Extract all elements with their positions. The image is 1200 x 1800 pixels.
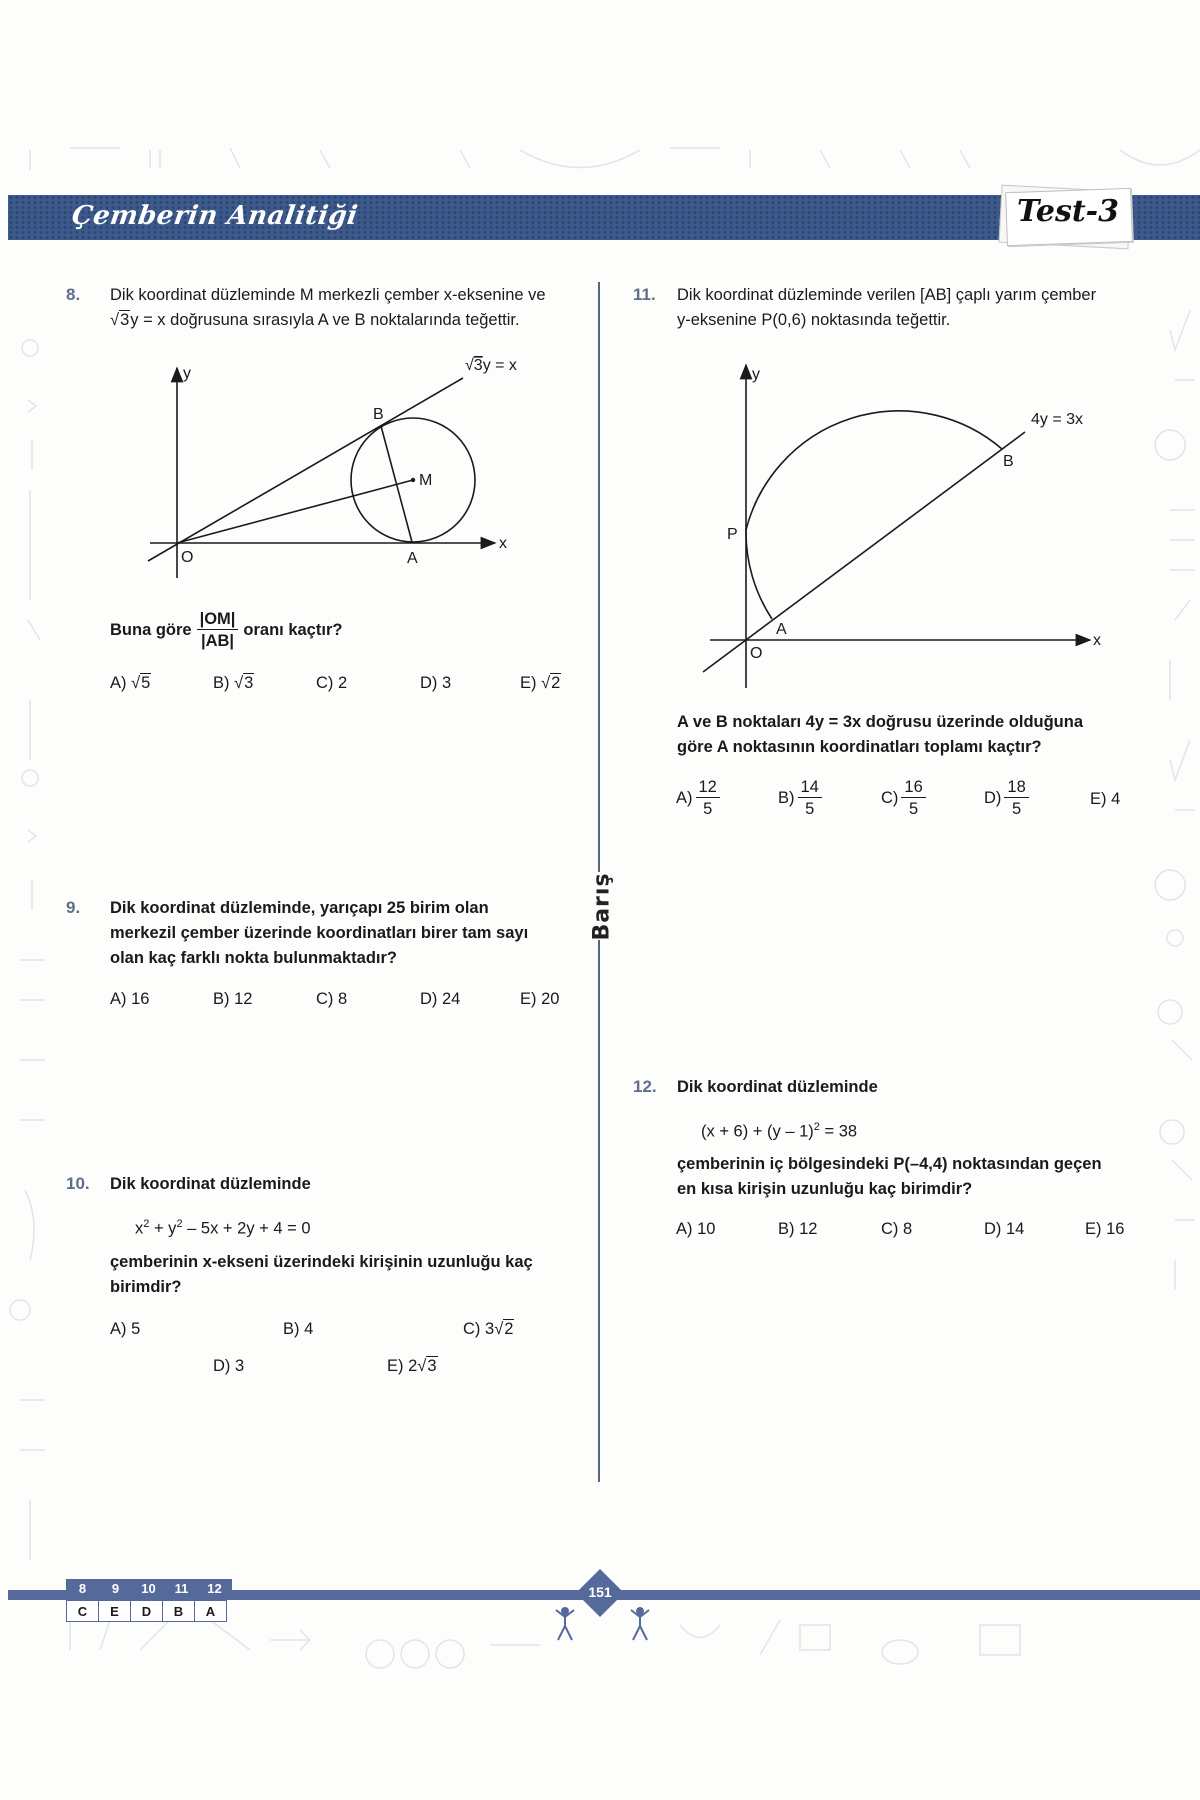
option-letter: E) bbox=[520, 674, 542, 692]
label-x: x bbox=[1093, 632, 1101, 649]
answer-key-cell: E bbox=[99, 1601, 131, 1622]
prompt-after: oranı kaçtır? bbox=[243, 621, 343, 639]
option-value: 2 bbox=[338, 674, 348, 692]
question-12-option-c[interactable] bbox=[881, 1220, 912, 1239]
question-10-text bbox=[110, 1250, 590, 1300]
option-value: 3 bbox=[235, 1357, 245, 1375]
column-divider-bottom bbox=[598, 940, 600, 1482]
option-coefficient: 2 bbox=[408, 1357, 418, 1375]
answer-key-number: 8 bbox=[78, 1581, 87, 1596]
eq-x-exp: 2 bbox=[143, 1218, 150, 1230]
eq-right: = 38 bbox=[819, 1122, 858, 1141]
question-8-option-a[interactable] bbox=[110, 674, 151, 693]
question-8-line-2-rest: y = x doğrusuna sırasıyla A ve B noktalarında teğettir. bbox=[130, 311, 520, 329]
prompt-before: Buna göre bbox=[110, 621, 192, 639]
answer-key-cell: C bbox=[67, 1601, 99, 1622]
question-10-option-a[interactable] bbox=[110, 1320, 140, 1339]
option-value: 16 bbox=[131, 990, 150, 1008]
sqrt-radicand: 2 bbox=[551, 674, 561, 692]
option-letter: E) bbox=[1085, 1220, 1107, 1238]
sqrt-radicand: 2 bbox=[504, 1320, 514, 1338]
question-10-option-c[interactable] bbox=[463, 1320, 514, 1339]
answer-key-number: 11 bbox=[174, 1581, 189, 1596]
option-value: 16 bbox=[1106, 1220, 1125, 1238]
question-9-option-b[interactable] bbox=[213, 990, 252, 1009]
option-letter: D) bbox=[984, 1220, 1006, 1238]
stick-figure-left-icon bbox=[553, 1606, 577, 1642]
option-value: 12 bbox=[799, 1220, 818, 1238]
sqrt-expression: √3 bbox=[234, 674, 254, 692]
option-letter: C) bbox=[881, 1220, 903, 1238]
option-value: 12 bbox=[234, 990, 253, 1008]
eq-rest: – 5x + 2y + 4 = 0 bbox=[182, 1219, 311, 1238]
option-letter: A) bbox=[110, 990, 132, 1008]
fraction-denominator: 5 bbox=[703, 800, 713, 818]
point-m-dot bbox=[411, 478, 415, 482]
question-12-option-b[interactable] bbox=[778, 1220, 817, 1239]
question-10-option-d[interactable] bbox=[213, 1357, 244, 1376]
sqrt-expression: √3 bbox=[417, 1357, 437, 1375]
question-12-number: 12. bbox=[633, 1077, 657, 1096]
question-9-text bbox=[110, 896, 590, 971]
question-8-line-1: Dik koordinat düzleminde M merkezli çember x-eksenine ve bbox=[110, 286, 546, 304]
label-a: A bbox=[407, 550, 418, 567]
label-m: M bbox=[419, 472, 433, 489]
question-8-option-e[interactable] bbox=[520, 674, 561, 693]
question-10-number: 10. bbox=[66, 1174, 90, 1193]
question-10-line-1: çemberinin x-ekseni üzerindeki kirişinin uzunluğu kaç bbox=[110, 1253, 533, 1271]
chapter-title: Çemberin Analitiği bbox=[69, 201, 360, 231]
question-11-number: 11. bbox=[633, 285, 656, 304]
label-b: B bbox=[373, 406, 384, 423]
doodle-top-strokes bbox=[30, 148, 1200, 170]
option-fraction bbox=[1004, 778, 1028, 819]
stick-figure-right-icon bbox=[628, 1606, 652, 1642]
question-12-option-d[interactable] bbox=[984, 1220, 1024, 1239]
line-label: √3y = x bbox=[465, 357, 517, 374]
question-12-text bbox=[677, 1152, 1157, 1202]
question-11-option-c[interactable] bbox=[881, 778, 926, 819]
question-10-equation bbox=[135, 1212, 311, 1242]
option-letter: E) bbox=[520, 990, 542, 1008]
answer-key-number: 9 bbox=[111, 1581, 120, 1596]
option-value: 10 bbox=[697, 1220, 716, 1238]
prompt-numerator: |OM| bbox=[197, 610, 239, 630]
question-12-option-e[interactable] bbox=[1085, 1220, 1124, 1239]
question-11-option-d[interactable] bbox=[984, 778, 1029, 819]
question-9-option-d[interactable] bbox=[420, 990, 460, 1009]
sqrt-radicand: 3 bbox=[427, 1357, 437, 1375]
eq-left: (x + 6) + (y – 1) bbox=[701, 1122, 814, 1141]
question-9-option-a[interactable] bbox=[110, 990, 149, 1009]
question-11-prompt bbox=[677, 710, 1157, 760]
label-p: P bbox=[727, 526, 738, 543]
fraction-numerator: 12 bbox=[696, 778, 720, 798]
fraction-denominator: 5 bbox=[909, 800, 919, 818]
question-11-option-e[interactable] bbox=[1090, 790, 1120, 809]
question-11-prompt-line-2: göre A noktasının koordinatları toplamı kaçtır? bbox=[677, 738, 1042, 756]
question-12-line-1: çemberinin iç bölgesindeki P(–4,4) noktasından geçen bbox=[677, 1155, 1102, 1173]
option-value: 24 bbox=[442, 990, 461, 1008]
label-o: O bbox=[181, 549, 194, 566]
label-a: A bbox=[776, 621, 787, 638]
option-fraction bbox=[798, 778, 822, 819]
question-10-line-2: birimdir? bbox=[110, 1278, 182, 1296]
doodle-bottom-strokes bbox=[70, 1615, 1020, 1668]
question-9-line-3: olan kaç farklı nokta bulunmaktadır? bbox=[110, 949, 397, 967]
option-letter: D) bbox=[984, 789, 1002, 807]
test-label: Test-3 bbox=[1016, 194, 1120, 229]
question-12-line-2: en kısa kirişin uzunluğu kaç birimdir? bbox=[677, 1180, 973, 1198]
answer-key-number: 10 bbox=[141, 1581, 156, 1596]
option-letter: C) bbox=[881, 789, 899, 807]
sqrt-expression: √2 bbox=[494, 1320, 514, 1338]
question-9-number: 9. bbox=[66, 898, 81, 917]
question-8-line-2: √3y = x doğrusuna sırasıyla A ve B noktalarında teğettir. bbox=[110, 311, 520, 329]
sqrt-radicand: 3 bbox=[120, 311, 130, 329]
eq-exp: 2 bbox=[813, 1121, 820, 1133]
doodle-right-strokes bbox=[1155, 310, 1195, 1290]
answer-key-cell: A bbox=[195, 1601, 227, 1622]
answer-key-cell: B bbox=[163, 1601, 195, 1622]
line-label-rest: y = x bbox=[482, 357, 517, 374]
question-11-figure bbox=[700, 355, 1110, 695]
option-value: 5 bbox=[131, 1320, 141, 1338]
label-y: y bbox=[183, 365, 191, 382]
question-11-option-b[interactable] bbox=[778, 778, 822, 819]
option-letter: C) bbox=[316, 674, 338, 692]
option-letter: D) bbox=[420, 674, 442, 692]
line-4y-3x bbox=[703, 432, 1025, 672]
segment-om bbox=[177, 480, 413, 543]
tangent-line bbox=[148, 378, 463, 561]
question-9-option-c[interactable] bbox=[316, 990, 347, 1009]
sqrt-expression: √5 bbox=[131, 674, 151, 692]
option-value: 4 bbox=[304, 1320, 314, 1338]
question-9-option-e[interactable] bbox=[520, 990, 559, 1009]
fraction-numerator: 18 bbox=[1004, 778, 1028, 798]
fraction-denominator: 5 bbox=[805, 800, 815, 818]
option-value: 8 bbox=[903, 1220, 913, 1238]
option-fraction bbox=[901, 778, 925, 819]
option-letter: B) bbox=[283, 1320, 305, 1338]
question-12-equation bbox=[701, 1115, 857, 1145]
question-12-intro: Dik koordinat düzleminde bbox=[677, 1078, 878, 1096]
prompt-denominator: |AB| bbox=[200, 632, 235, 650]
fraction-denominator: 5 bbox=[1012, 800, 1022, 818]
label-b: B bbox=[1003, 453, 1014, 470]
option-letter: E) bbox=[1090, 790, 1112, 808]
column-divider-top bbox=[598, 282, 600, 872]
option-value: 3 bbox=[442, 674, 452, 692]
page-number: 151 bbox=[588, 1584, 612, 1600]
line-label-sqrt: 3 bbox=[473, 357, 483, 374]
sqrt-radicand: 5 bbox=[141, 674, 151, 692]
option-letter: C) bbox=[316, 990, 338, 1008]
option-letter: D) bbox=[213, 1357, 235, 1375]
question-8-figure bbox=[130, 350, 550, 580]
option-value: 4 bbox=[1111, 790, 1121, 808]
segment-ab bbox=[381, 426, 412, 542]
label-x: x bbox=[499, 535, 507, 552]
option-letter: B) bbox=[778, 789, 795, 807]
label-o: O bbox=[750, 645, 763, 662]
question-8-option-d[interactable] bbox=[420, 674, 451, 693]
option-letter: B) bbox=[213, 674, 235, 692]
question-8-option-c[interactable] bbox=[316, 674, 347, 693]
question-12-option-a[interactable] bbox=[676, 1220, 715, 1239]
line-label: 4y = 3x bbox=[1031, 411, 1084, 428]
question-8-option-b[interactable] bbox=[213, 674, 254, 693]
eq-y-exp: 2 bbox=[176, 1218, 183, 1230]
question-9-line-2: merkezil çember üzerinde koordinatları birer tam sayı bbox=[110, 924, 529, 942]
option-letter: D) bbox=[420, 990, 442, 1008]
option-letter: B) bbox=[213, 990, 235, 1008]
question-11-line-2: y-eksenine P(0,6) noktasında teğettir. bbox=[677, 311, 951, 329]
question-11-prompt-line-1: A ve B noktaları 4y = 3x doğrusu üzerinde olduğuna bbox=[677, 713, 1084, 731]
option-value: 20 bbox=[541, 990, 560, 1008]
question-10-intro: Dik koordinat düzleminde bbox=[110, 1175, 311, 1193]
answer-key-table bbox=[66, 1600, 227, 1622]
question-8-text bbox=[110, 283, 590, 333]
answer-key-number: 12 bbox=[207, 1581, 222, 1596]
option-letter: C) bbox=[463, 1320, 485, 1338]
eq-y: + y bbox=[149, 1219, 177, 1238]
option-letter: B) bbox=[778, 1220, 800, 1238]
doodle-left-strokes bbox=[10, 340, 45, 1560]
option-letter: A) bbox=[676, 789, 693, 807]
option-coefficient: 3 bbox=[485, 1320, 495, 1338]
question-8-number: 8. bbox=[66, 285, 81, 304]
question-11-text bbox=[677, 283, 1157, 333]
eq-x: x bbox=[135, 1219, 144, 1238]
fraction-numerator: 16 bbox=[901, 778, 925, 798]
option-fraction bbox=[696, 778, 720, 819]
fraction-numerator: 14 bbox=[798, 778, 822, 798]
label-y: y bbox=[752, 366, 760, 383]
question-9-line-1: Dik koordinat düzleminde, yarıçapı 25 birim olan bbox=[110, 899, 489, 917]
question-11-line-1: Dik koordinat düzleminde verilen [AB] çaplı yarım çember bbox=[677, 286, 1097, 304]
option-letter: E) bbox=[387, 1357, 409, 1375]
question-8-prompt bbox=[110, 610, 342, 651]
option-letter: A) bbox=[676, 1220, 698, 1238]
option-letter: A) bbox=[110, 674, 132, 692]
sqrt-expression: √2 bbox=[541, 674, 561, 692]
option-value: 14 bbox=[1006, 1220, 1025, 1238]
question-11-option-a[interactable] bbox=[676, 778, 720, 819]
option-letter: A) bbox=[110, 1320, 132, 1338]
semicircle-ab bbox=[746, 411, 1002, 619]
option-value: 8 bbox=[338, 990, 348, 1008]
question-10-option-e[interactable] bbox=[387, 1357, 438, 1376]
sqrt-radicand: 3 bbox=[244, 674, 254, 692]
question-10-option-b[interactable] bbox=[283, 1320, 313, 1339]
brand-text: Barış bbox=[589, 872, 615, 941]
answer-key-cell: D bbox=[131, 1601, 163, 1622]
